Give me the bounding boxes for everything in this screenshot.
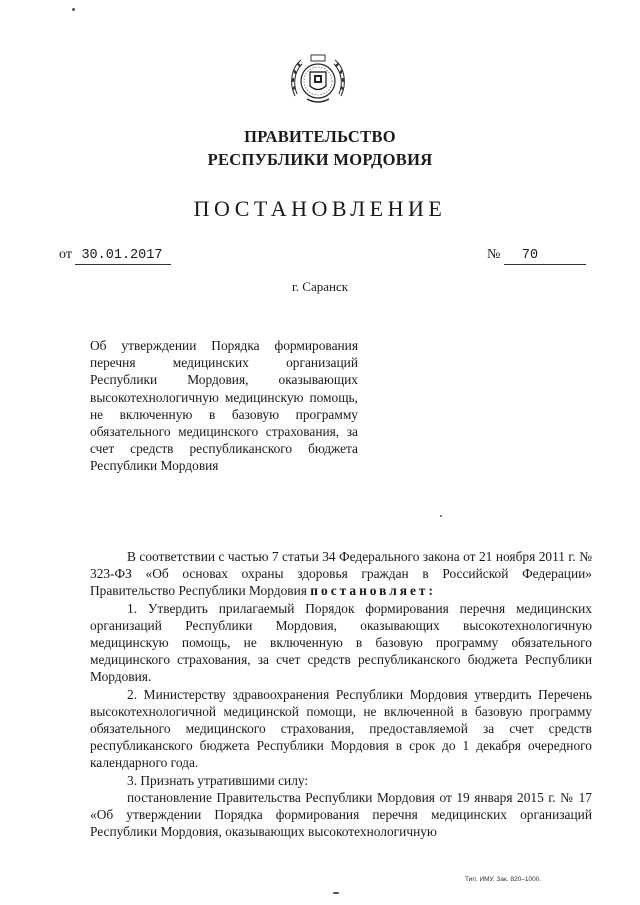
decree-body xyxy=(90,548,592,840)
government-name-line2: РЕСПУБЛИКИ МОРДОВИЯ xyxy=(207,150,433,169)
item-2: 2. Министерству здравоохранения Республики Мордовия утвердить Перечень высокотехнологичной медицинской помощи, не включенной в базовую программу обязательного медицинского страхования, предоставляемой за счет средств республиканского бюджета Республики Мордовия в срок до 1 декабря очередного календарного года. xyxy=(90,686,592,771)
date-prefix: от xyxy=(59,247,72,262)
scan-speck xyxy=(72,8,75,11)
intro-verb: постановляет: xyxy=(310,583,436,599)
coat-of-arms-emblem xyxy=(287,50,349,112)
intro-paragraph xyxy=(90,548,592,600)
document-type-title: ПОСТАНОВЛЕНИЕ xyxy=(193,196,447,221)
scan-speck xyxy=(333,892,339,894)
item-1: 1. Утвердить прилагаемый Порядок формирования перечня медицинских организаций Республики Мордовия, оказывающих высокотехнологичную медицинскую помощь, не включенную в базовую программу обязательного медицинского страхования, за счет средств республиканского бюджета Республики Мордовия. xyxy=(90,600,592,685)
scan-speck xyxy=(440,515,442,517)
date-field xyxy=(59,247,171,265)
government-name-line1: ПРАВИТЕЛЬСТВО xyxy=(244,127,396,146)
intro-text: В соответствии с частью 7 статьи 34 Федерального закона от 21 ноября 2011 г. № 323-ФЗ «Об основах охраны здоровья граждан в Российской Федерации» Правительство Республики Мордовия xyxy=(90,549,592,599)
number-field xyxy=(487,247,586,265)
city-line: г. Саранск xyxy=(291,279,349,294)
date-value: 30.01.2017 xyxy=(75,248,171,265)
print-note: Тип. ИМУ. Зак. 820–1000. xyxy=(465,876,542,883)
item-3: 3. Признать утратившими силу: xyxy=(127,772,309,788)
item-3-text: постановление Правительства Республики Мордовия от 19 января 2015 г. № 17 «Об утверждении Порядка формирования перечня медицинских организаций Республики Мордовия, оказывающих высокотехнологичную xyxy=(90,789,592,840)
number-value: 70 xyxy=(504,248,586,265)
decree-subject: Об утверждении Порядка формирования перечня медицинских организаций Республики Мордовия, оказывающих высокотехнологичную медицинскую помощь, не включенную в базовую программу обязательного медицинского страхования, за счет средств республиканского бюджета Республики Мордовия xyxy=(90,338,358,474)
number-prefix: № xyxy=(487,247,501,262)
